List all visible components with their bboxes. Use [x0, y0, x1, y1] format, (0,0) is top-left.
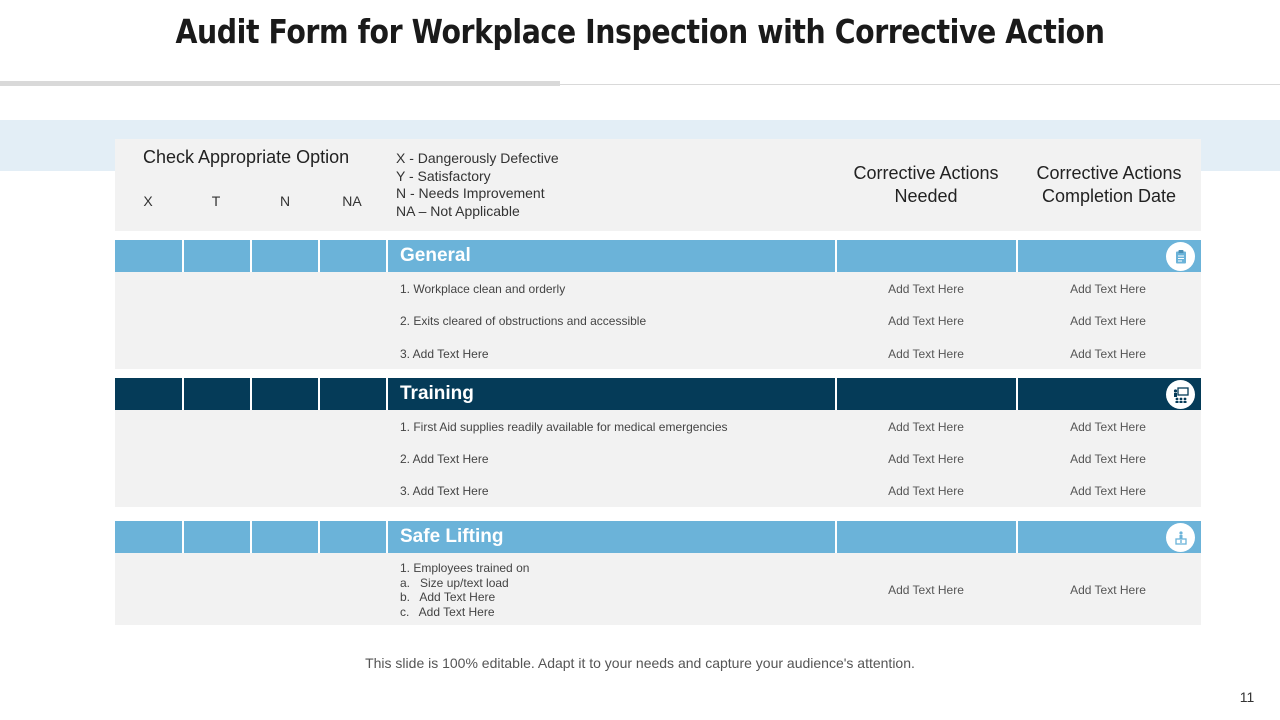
slide-title: Audit Form for Workplace Inspection with Corrective Action [175, 12, 1105, 51]
column-divider [1016, 240, 1018, 272]
completion-date-header [1014, 162, 1204, 208]
checklist-item: 3. Add Text Here [400, 347, 489, 361]
option-x: X [143, 193, 153, 209]
completion-date-cell[interactable]: Add Text Here [1070, 583, 1146, 597]
header-line: Completion Date [1041, 186, 1177, 206]
section-body-training [115, 410, 1201, 507]
column-divider [1016, 521, 1018, 553]
corrective-action-cell[interactable]: Add Text Here [888, 282, 964, 296]
presentation-icon [1166, 380, 1195, 409]
column-divider [182, 240, 184, 272]
option-n: N [279, 193, 291, 209]
clipboard-icon [1166, 242, 1195, 271]
section-title: Training [400, 383, 474, 404]
column-divider [386, 521, 388, 553]
corrective-action-cell[interactable]: Add Text Here [888, 484, 964, 498]
footer-note: This slide is 100% editable. Adapt it to your needs and capture your audience's attention. [365, 655, 915, 671]
column-divider [386, 240, 388, 272]
lifting-icon [1166, 523, 1195, 552]
legend-line: Y - Satisfactory [396, 167, 491, 184]
checklist-item: 1. First Aid supplies readily available for medical emergencies [400, 420, 728, 434]
column-divider [318, 240, 320, 272]
checklist-item: 1. Workplace clean and orderly [400, 282, 566, 296]
header-line: Needed [894, 186, 958, 206]
legend-line: NA – Not Applicable [396, 203, 520, 220]
section-bar-safe-lifting [115, 521, 1201, 553]
corrective-action-cell[interactable]: Add Text Here [888, 347, 964, 361]
section-body-general [115, 272, 1201, 369]
column-divider [250, 378, 252, 410]
checklist-line: b. Add Text Here [400, 590, 496, 604]
page-number: 11 [1239, 689, 1255, 705]
option-na: NA [342, 193, 362, 209]
checklist-line: 1. Employees trained on [400, 561, 530, 575]
corrective-action-cell[interactable]: Add Text Here [888, 420, 964, 434]
column-divider [1016, 378, 1018, 410]
completion-date-cell[interactable]: Add Text Here [1070, 484, 1146, 498]
completion-date-cell[interactable]: Add Text Here [1070, 420, 1146, 434]
corrective-action-cell[interactable]: Add Text Here [888, 452, 964, 466]
checklist-item [400, 561, 529, 619]
column-divider [835, 378, 837, 410]
section-title: Safe Lifting [400, 526, 504, 547]
title-underline-thin [560, 84, 1280, 85]
legend-line: X - Dangerously Defective [396, 150, 559, 166]
section-body-safe-lifting [115, 553, 1201, 625]
completion-date-cell[interactable]: Add Text Here [1070, 282, 1146, 296]
section-title: General [400, 245, 471, 266]
column-divider [182, 378, 184, 410]
title-underline-thick [0, 81, 560, 86]
column-divider [835, 521, 837, 553]
column-divider [318, 521, 320, 553]
column-divider [318, 378, 320, 410]
header-line: Corrective Actions [853, 163, 999, 183]
corrective-action-cell[interactable]: Add Text Here [888, 314, 964, 328]
completion-date-cell[interactable]: Add Text Here [1070, 452, 1146, 466]
column-divider [250, 521, 252, 553]
column-divider [386, 378, 388, 410]
checklist-line: c. Add Text Here [400, 604, 495, 619]
checklist-item: 2. Exits cleared of obstructions and accessible [400, 314, 647, 328]
corrective-actions-needed-header [831, 162, 1021, 208]
checklist-item: 2. Add Text Here [400, 452, 489, 466]
completion-date-cell[interactable]: Add Text Here [1070, 347, 1146, 361]
column-divider [250, 240, 252, 272]
checklist-line: a. Size up/text load [400, 575, 509, 590]
header-line: Corrective Actions [1036, 163, 1182, 183]
legend-line: N - Needs Improvement [396, 185, 545, 202]
completion-date-cell[interactable]: Add Text Here [1070, 314, 1146, 328]
option-legend [396, 150, 559, 221]
column-divider [182, 521, 184, 553]
section-bar-general [115, 240, 1201, 272]
legend-header-panel [115, 139, 1201, 231]
section-bar-training [115, 378, 1201, 410]
checklist-item: 3. Add Text Here [400, 484, 489, 498]
column-divider [835, 240, 837, 272]
option-t: T [211, 193, 221, 209]
corrective-action-cell[interactable]: Add Text Here [888, 583, 964, 597]
check-option-title: Check Appropriate Option [143, 147, 350, 167]
